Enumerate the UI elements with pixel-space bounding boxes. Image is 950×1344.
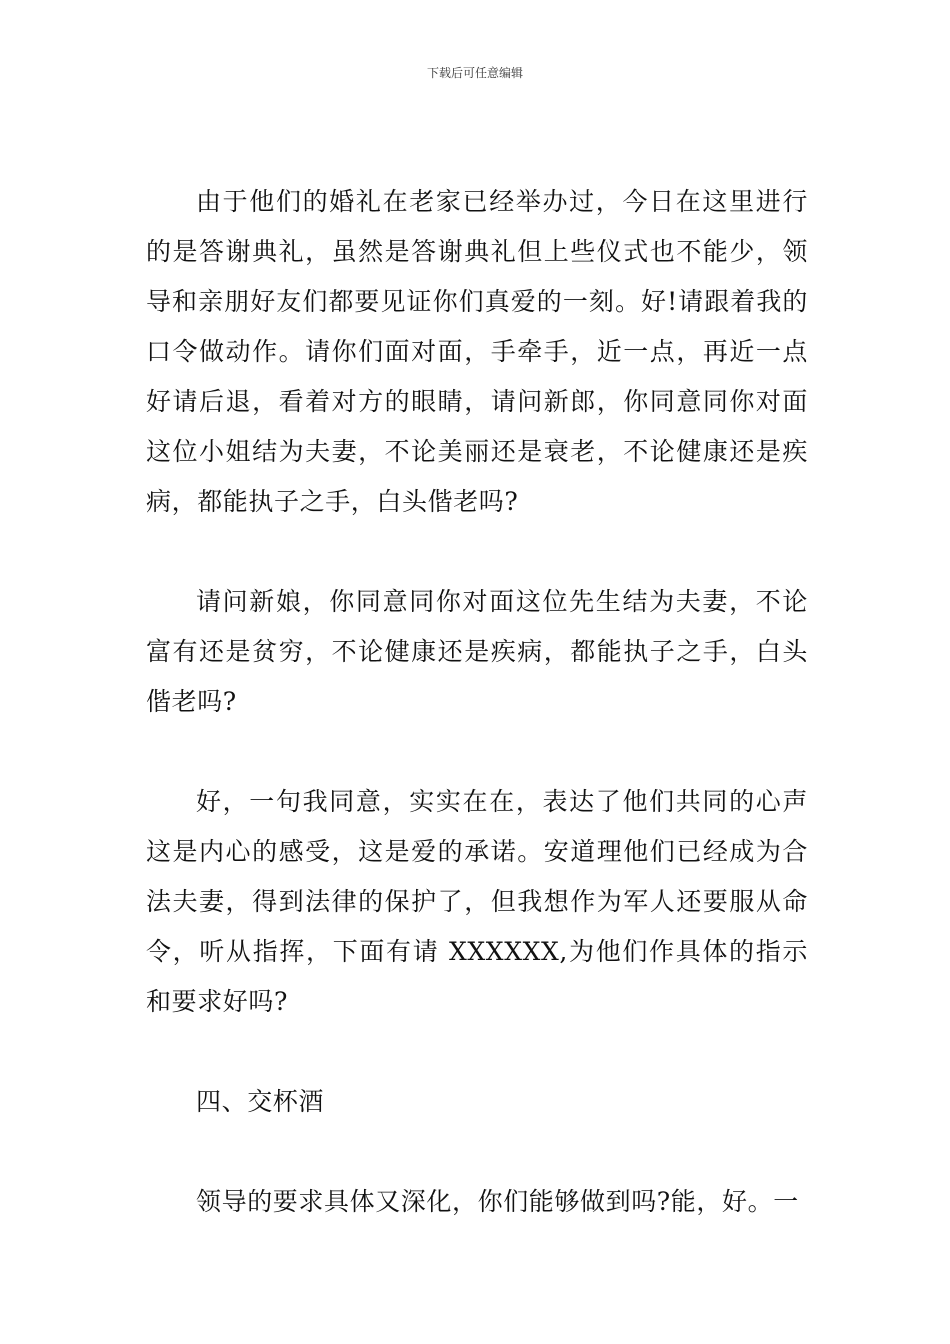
- document-body: [146, 177, 808, 1227]
- page-header: 下载后可任意编辑: [426, 66, 523, 80]
- paragraph-consent: 好，一句我同意，实实在在，表达了他们共同的心声这是内心的感受，这是爱的承诺。安道理他们已经成为合法夫妻，得到法律的保护了，但我想作为军人还要服从命令，听从指挥，下面有请 XXXXXX,为他们作具体的指示和要求好吗?: [146, 787, 808, 1016]
- paragraph-toast: 领导的要求具体又深化，你们能够做到吗?能，好。一: [196, 1187, 799, 1216]
- section-heading: 四、交杯酒: [196, 1087, 325, 1116]
- paragraph-vows-groom: 由于他们的婚礼在老家已经举办过，今日在这里进行的是答谢典礼，虽然是答谢典礼但上些仪式也不能少，领导和亲朋好友们都要见证你们真爱的一刻。好!请跟着我的口令做动作。请你们面对面，手牵手，近一点，再近一点好请后退，看着对方的眼睛，请问新郎，你同意同你对面这位小姐结为夫妻，不论美丽还是衰老，不论健康还是疾病，都能执子之手，白头偕老吗?: [146, 187, 808, 516]
- paragraph-vows-bride: 请问新娘，你同意同你对面这位先生结为夫妻，不论富有还是贫穷，不论健康还是疾病，都能执子之手，白头偕老吗?: [146, 587, 808, 716]
